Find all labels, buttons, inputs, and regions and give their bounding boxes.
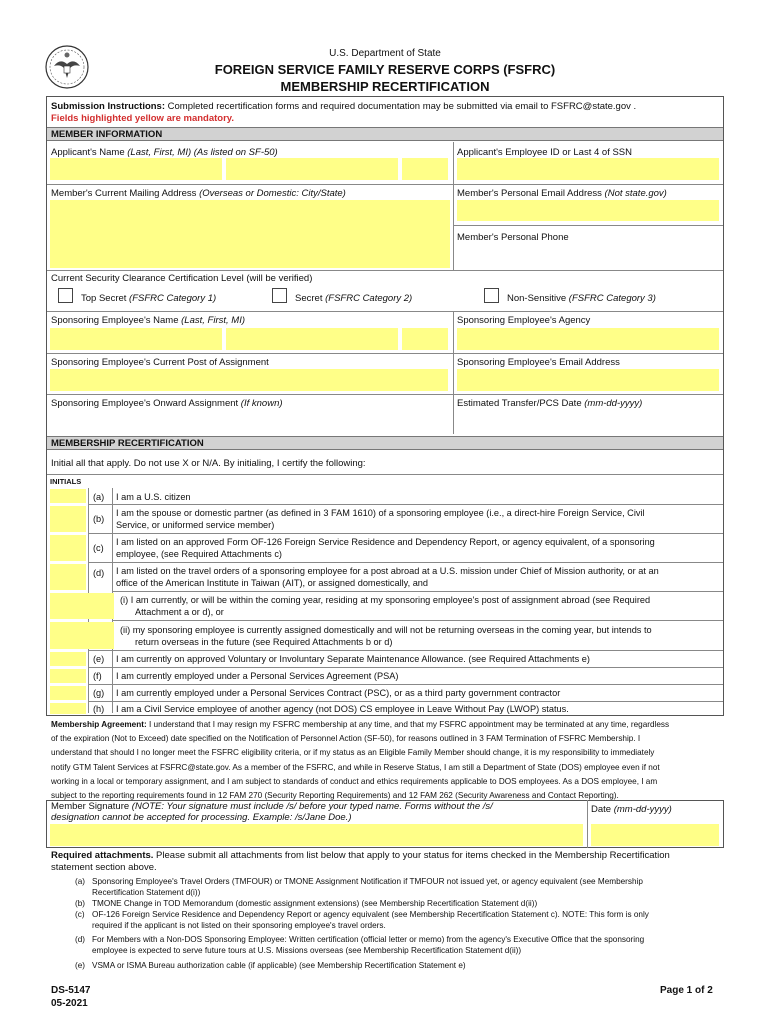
- sponsor-name-label: [51, 315, 245, 326]
- transfer-date-label-text: Estimated Transfer/PCS Date: [457, 398, 582, 409]
- initials-c-field[interactable]: [50, 535, 86, 561]
- item-a-tag: (a): [93, 492, 105, 502]
- employee-id-field[interactable]: [457, 158, 719, 180]
- sponsor-post-label: Sponsoring Employee's Current Post of Assignment: [51, 357, 269, 368]
- attachment-d-line1: For Members with a Non-DOS Sponsoring Employee: Written certification (official letter or memo) from the agency's Executive Office that the sponsoring: [92, 935, 645, 944]
- agreement-line-3: understand that should I no longer meet the FSFRC eligibility criteria, or if my status as an Eligible Family Member should change, it is my responsibility to immediately: [51, 748, 655, 758]
- sponsor-mi-field[interactable]: [402, 328, 448, 350]
- item-g-tag: (g): [93, 688, 105, 698]
- signature-label: [51, 801, 493, 823]
- row-divider: [88, 504, 723, 505]
- personal-email-label-text: Member's Personal Email Address: [457, 188, 602, 199]
- item-b-text-line1: I am the spouse or domestic partner (as defined in 3 FAM 1610) of a sponsoring employee (i.e., a direct-hire Foreign Service, Civil: [116, 508, 645, 518]
- personal-email-hint: (Not state.gov): [601, 188, 667, 199]
- signature-date-field[interactable]: [591, 824, 719, 846]
- row-divider: [47, 474, 723, 475]
- attachments-label: Required attachments.: [51, 850, 154, 861]
- submission-text: Completed recertification forms and required documentation may be submitted via email to FSFRC@state.gov .: [165, 101, 637, 112]
- row-divider: [47, 184, 723, 185]
- agreement-line-4: notify GTM Talent Services at FSFRC@state.gov. As a member of the FSFRC, and while in Reserve Status, I am still a Department of State (DOS) employee even if not: [51, 762, 660, 772]
- attachments-intro-line1: [51, 850, 670, 862]
- personal-email-field[interactable]: [457, 200, 719, 221]
- row-divider: [88, 562, 723, 563]
- row-divider: [88, 650, 723, 651]
- transfer-date-label: [457, 398, 642, 409]
- sponsor-agency-label: Sponsoring Employee's Agency: [457, 315, 591, 326]
- initials-g-field[interactable]: [50, 686, 86, 700]
- row-divider: [112, 591, 723, 592]
- attachment-c-line1: OF-126 Foreign Service Residence and Dependency Report or agency equivalent (see Membership Recertification Statement c). NOTE: This form is only: [92, 910, 649, 919]
- secret-checkbox[interactable]: [272, 288, 287, 303]
- sponsor-agency-field[interactable]: [457, 328, 719, 350]
- mailing-address-hint: (Overseas or Domestic: City/State): [196, 188, 346, 199]
- onward-assignment-label: [51, 398, 283, 409]
- employee-id-label: Applicant's Employee ID or Last 4 of SSN: [457, 147, 633, 158]
- initials-b-field[interactable]: [50, 506, 86, 532]
- agreement-line-2: of the expiration (Not to Exceed) date specified on the Notification of Personnel Action (SF-50), for reasons outlined in 3 FAM Termination of FSFRC Membership. I: [51, 734, 641, 744]
- column-divider: [453, 142, 454, 270]
- sponsor-email-label: Sponsoring Employee's Email Address: [457, 357, 620, 368]
- non-sensitive-label: Non-Sensitive: [507, 293, 567, 304]
- initials-h-field[interactable]: [50, 703, 86, 714]
- item-g-text: I am currently employed under a Personal Services Contract (PSC), or as a third party government contractor: [116, 688, 561, 698]
- row-divider: [88, 684, 723, 685]
- item-f-text: I am currently employed under a Personal Services Agreement (PSA): [116, 671, 399, 681]
- agreement-line-1: [51, 718, 723, 732]
- item-b-text-line2: Service, or uniformed service member): [116, 520, 275, 530]
- applicant-name-label-text: Applicant's Name: [51, 147, 125, 158]
- mailing-address-field[interactable]: [50, 200, 450, 268]
- attachment-a-tag: (a): [75, 877, 86, 886]
- item-c-text-line1: I am listed on an approved Form OF-126 Foreign Service Residence and Dependency Report, or agency equivalent, of a sponsoring: [116, 537, 655, 547]
- mailing-address-label-text: Member's Current Mailing Address: [51, 188, 197, 199]
- item-d-text-line1: I am listed on the travel orders of a sponsoring employee for a post abroad at a U.S. mission under Chief of Mission authority, or at an: [116, 566, 659, 576]
- department-name: U.S. Department of State: [329, 48, 441, 59]
- agreement-label: Membership Agreement:: [51, 720, 147, 729]
- signature-label-line1: [51, 801, 493, 812]
- transfer-date-hint: (mm-dd-yyyy): [581, 398, 643, 409]
- submission-instructions: [51, 101, 636, 112]
- top-secret-label: Top Secret: [81, 293, 127, 304]
- applicant-name-hint: (Last, First, MI) (As listed on SF-50): [124, 147, 278, 158]
- row-divider: [47, 394, 723, 395]
- attachment-a-line1: Sponsoring Employee's Travel Orders (TMFOUR) or TMONE Assignment Notification if TMFOUR not issued yet, or agency equivalent (see Membership: [92, 877, 643, 886]
- attachment-e-tag: (e): [75, 961, 86, 970]
- signature-field[interactable]: [50, 824, 583, 846]
- attachment-e-line1: VSMA or ISMA Bureau authorization cable (if applicable) (see Membership Recertification Statement e): [92, 961, 466, 970]
- sponsor-name-label-text: Sponsoring Employee's Name: [51, 315, 179, 326]
- initials-d-ii-field[interactable]: [50, 622, 114, 649]
- item-f-tag: (f): [93, 671, 102, 681]
- form-revision-date: 05-2021: [51, 998, 88, 1009]
- signature-divider: [587, 800, 588, 848]
- row-divider: [88, 667, 723, 668]
- initials-a-field[interactable]: [50, 489, 86, 503]
- recertification-header: MEMBERSHIP RECERTIFICATION: [47, 436, 723, 450]
- attachment-a-line2: Recertification Statement d(i)): [92, 888, 201, 897]
- item-d-i-text-line2: Attachment a or d), or: [135, 607, 224, 617]
- secret-hint: (FSFRC Category 2): [322, 293, 413, 304]
- form-subtitle: MEMBERSHIP RECERTIFICATION: [280, 79, 490, 94]
- attachment-c-line2: required if the applicant is not listed on their sponsoring employee's travel orders.: [92, 921, 386, 930]
- signature-label-text: Member Signature: [51, 801, 130, 812]
- signature-hint-line2-text: designation cannot be accepted for processing. Example: /s/Jane Doe.): [51, 812, 352, 823]
- initials-header: INITIALS: [50, 477, 82, 486]
- transfer-date-field[interactable]: [457, 410, 719, 432]
- item-e-tag: (e): [93, 654, 105, 664]
- item-e-text: I am currently on approved Voluntary or Involuntary Separate Maintenance Allowance. (see Required Attachments e): [116, 654, 590, 664]
- onward-assignment-field[interactable]: [50, 410, 448, 432]
- attachments-intro-line2: statement section above.: [51, 862, 157, 873]
- secret-option: [295, 293, 412, 304]
- signature-hint-line2: [51, 812, 493, 823]
- page-number: Page 1 of 2: [660, 985, 713, 996]
- signature-date-label: [591, 804, 672, 815]
- row-divider: [47, 353, 723, 354]
- initials-d-field[interactable]: [50, 564, 86, 590]
- agreement-line-1-text: I understand that I may resign my FSFRC membership at any time, and that my FSFRC appointment may be terminated at any time, regardless: [146, 720, 670, 729]
- applicant-last-name-field[interactable]: [50, 158, 222, 180]
- row-divider: [112, 620, 723, 621]
- non-sensitive-checkbox[interactable]: [484, 288, 499, 303]
- initials-d-i-field[interactable]: [50, 593, 114, 619]
- signature-hint-line1: (NOTE: Your signature must include /s/ before your typed name. Forms without the /s/: [129, 801, 493, 812]
- item-h-tag: (h): [93, 704, 105, 714]
- applicant-name-label: [51, 147, 278, 158]
- column-divider: [453, 312, 454, 434]
- item-c-tag: (c): [93, 543, 104, 553]
- sponsor-name-hint: (Last, First, MI): [178, 315, 245, 326]
- clearance-label: Current Security Clearance Certification Level (will be verified): [51, 273, 313, 284]
- signature-date-hint: (mm-dd-yyyy): [611, 804, 672, 815]
- applicant-first-name-field[interactable]: [226, 158, 398, 180]
- item-b-tag: (b): [93, 514, 105, 524]
- attachment-d-line2: employee is expected to serve future tours at U.S. Missions overseas (see Membership Recertification Statement d(ii)): [92, 946, 522, 955]
- item-d-ii-text-line2: return overseas in the future (see Required Attachments b or d): [135, 637, 393, 647]
- form-title: FOREIGN SERVICE FAMILY RESERVE CORPS (FSFRC): [214, 62, 556, 77]
- form-number: DS-5147: [51, 985, 91, 996]
- onward-assignment-hint: (If known): [238, 398, 283, 409]
- submission-label: Submission Instructions:: [51, 101, 166, 112]
- sponsor-post-field[interactable]: [50, 369, 448, 391]
- row-divider: [47, 270, 723, 271]
- signature-date-label-text: Date: [591, 804, 612, 815]
- item-d-i-text-line1: (i) I am currently, or will be within the coming year, residing at my sponsoring employee's post of assignment abroad (see Required: [120, 595, 651, 605]
- top-secret-checkbox[interactable]: [58, 288, 73, 303]
- personal-email-label: [457, 188, 667, 199]
- agreement-line-5: working in a local or temporary assignment, and I am subject to standards of conduct and ethics requirements applicable to DOS employees. As a DOS employee, I am: [51, 776, 658, 786]
- personal-phone-label: Member's Personal Phone: [457, 232, 569, 243]
- row-divider: [47, 311, 723, 312]
- recertification-instruction: Initial all that apply. Do not use X or N/A. By initialing, I certify the following:: [51, 458, 366, 469]
- initials-e-field[interactable]: [50, 652, 86, 666]
- applicant-mi-field[interactable]: [402, 158, 448, 180]
- attachment-b-line1: TMONE Change in TOD Memorandum (domestic assignment extensions) (see Membership Recertification Statement d(ii)): [92, 899, 538, 908]
- initials-f-field[interactable]: [50, 669, 86, 683]
- sponsor-email-field[interactable]: [457, 369, 719, 391]
- secret-label: Secret: [295, 293, 323, 304]
- item-c-text-line2: employee, (see Required Attachments c): [116, 549, 282, 559]
- row-divider: [88, 533, 723, 534]
- sponsor-first-name-field[interactable]: [226, 328, 398, 350]
- attachments-intro: [51, 850, 670, 874]
- row-divider: [454, 225, 723, 226]
- member-information-header: MEMBER INFORMATION: [47, 127, 723, 141]
- item-d-tag: (d): [93, 568, 105, 578]
- personal-phone-field[interactable]: [457, 244, 719, 265]
- agreement-line-6: subject to the reporting requirements found in 12 FAM 270 (Security Reporting Requirements) and 12 FAM 262 (Security Awareness and Contact Reporting).: [51, 791, 619, 801]
- attachment-d-tag: (d): [75, 935, 86, 944]
- membership-agreement: [51, 718, 723, 803]
- non-sensitive-hint: (FSFRC Category 3): [566, 293, 656, 304]
- non-sensitive-option: [507, 293, 656, 304]
- mailing-address-label: [51, 188, 346, 199]
- top-secret-option: [81, 293, 216, 304]
- onward-assignment-label-text: Sponsoring Employee's Onward Assignment: [51, 398, 239, 409]
- attachments-intro-text1: Please submit all attachments from list below that apply to your status for items checked in the Membership Recertification: [153, 850, 670, 861]
- required-fields-note: Fields highlighted yellow are mandatory.: [51, 113, 234, 124]
- top-secret-hint: (FSFRC Category 1): [126, 293, 217, 304]
- sponsor-last-name-field[interactable]: [50, 328, 222, 350]
- item-h-text: I am a Civil Service employee of another agency (not DOS) CS employee in Leave Without Pay (LWOP) status.: [116, 704, 569, 714]
- item-d-text-line2: office of the American Institute in Taiwan (AIT), or assigned domestically, and: [116, 578, 429, 588]
- row-divider: [88, 701, 723, 702]
- attachment-b-tag: (b): [75, 899, 86, 908]
- item-d-ii-text-line1: (ii) my sponsoring employee is currently assigned domestically and will not be returning overseas in the coming year, but intends to: [120, 625, 652, 635]
- attachment-c-tag: (c): [75, 910, 85, 919]
- item-a-text: I am a U.S. citizen: [116, 492, 191, 502]
